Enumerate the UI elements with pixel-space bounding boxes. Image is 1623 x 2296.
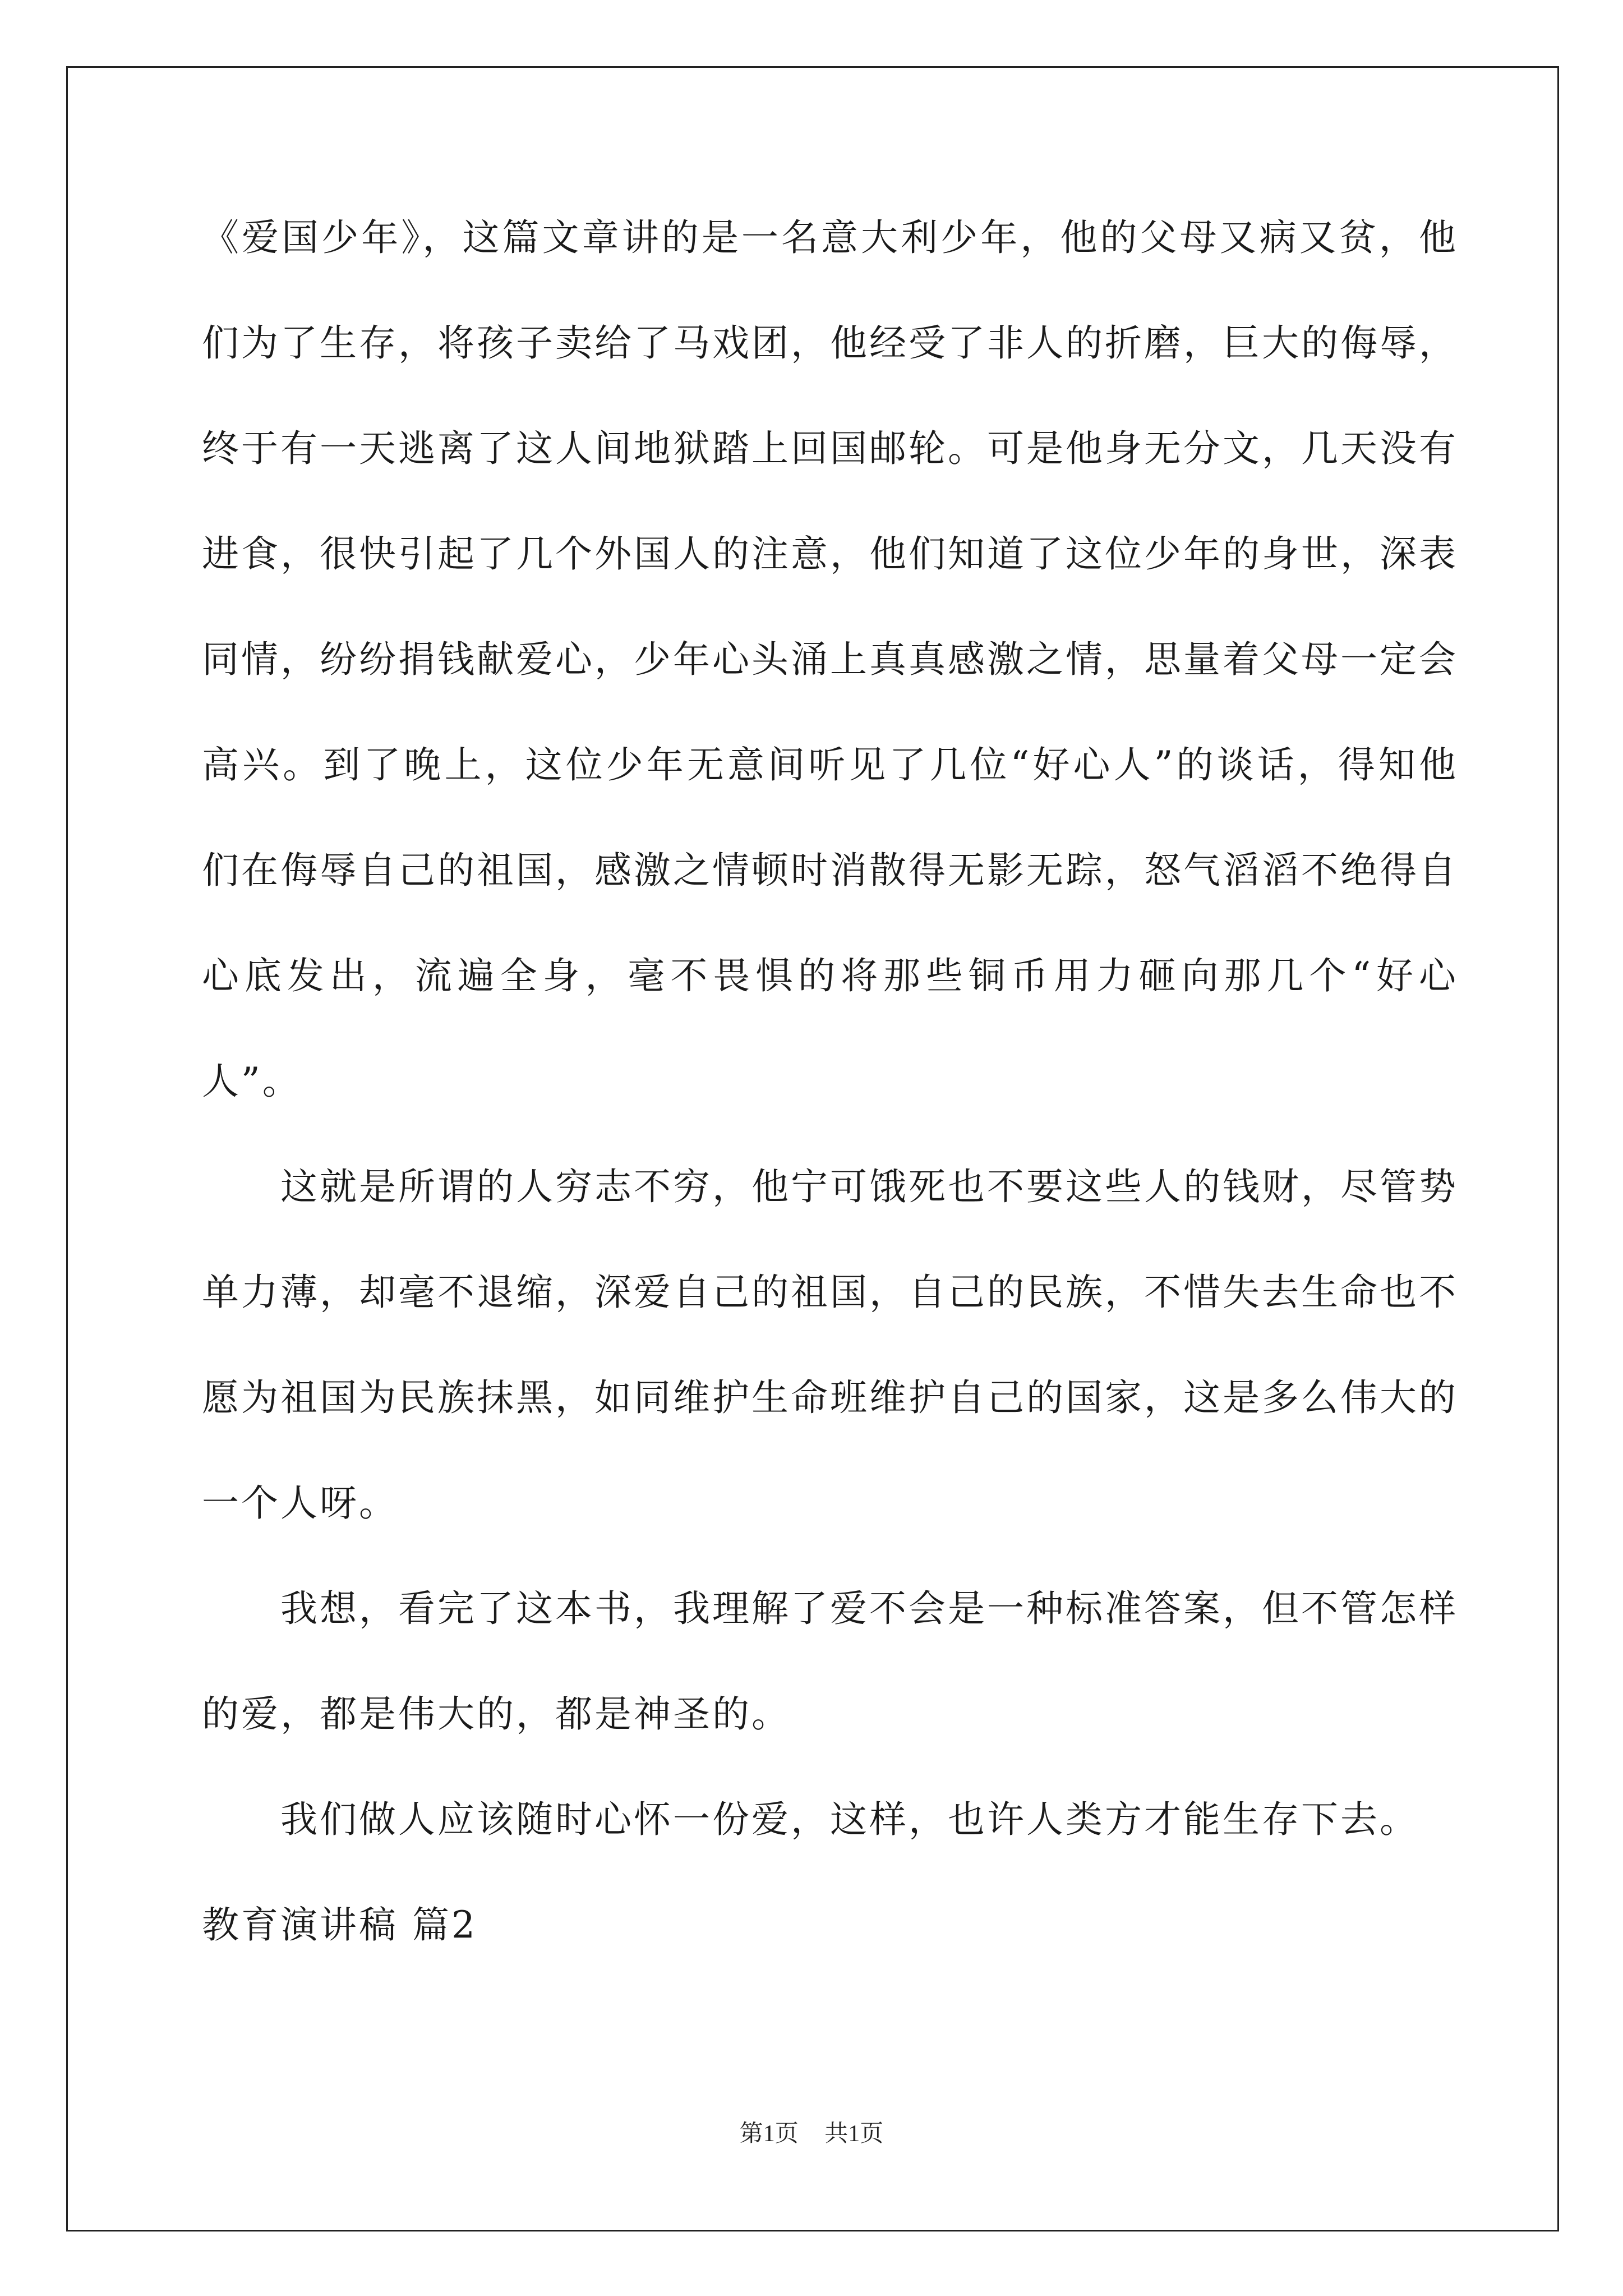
paragraph-1: 《爱国少年》，这篇文章讲的是一名意大利少年，他的父母又病又贫，他们为了生存，将孩子卖给了马戏团，他经受了非人的折磨，巨大的侮辱，终于有一天逃离了这人间地狱踏上回国邮轮。可是他身无分文，几天没有进食，很快引起了几个外国人的注意，他们知道了这位少年的身世，深表同情，纷纷捐钱献爱心，少年心头涌上真真感激之情，思量着父母一定会高兴。到了晚上，这位少年无意间听见了几位“好心人”的谈话，得知他们在侮辱自己的祖国，感激之情顿时消散得无影无踪，怒气滔滔不绝得自心底发出，流遍全身，毫不畏惧的将那些铜币用力砸向那几个“好心人”。 — [202, 216, 1458, 1103]
page-footer — [0, 2115, 1623, 2148]
page-number-current: 第1页 — [739, 2121, 799, 2147]
section-heading: 教育演讲稿 篇2 — [202, 1903, 477, 1947]
document-body — [202, 185, 1458, 1978]
paragraph-2: 这就是所谓的人穷志不穷，他宁可饿死也不要这些人的钱财，尽管势单力薄，却毫不退缩，深爱自己的祖国，自己的民族，不惜失去生命也不愿为祖国为民族抹黑，如同维护生命班维护自己的国家，这是多么伟大的一个人呀。 — [202, 1165, 1458, 1525]
page-number-total: 共1页 — [824, 2121, 884, 2147]
paragraph-3: 我想，看完了这本书，我理解了爱不会是一种标准答案，但不管怎样的爱，都是伟大的，都是神圣的。 — [202, 1587, 1458, 1736]
paragraph-4: 我们做人应该随时心怀一份爱，这样，也许人类方才能生存下去。 — [280, 1798, 1419, 1841]
